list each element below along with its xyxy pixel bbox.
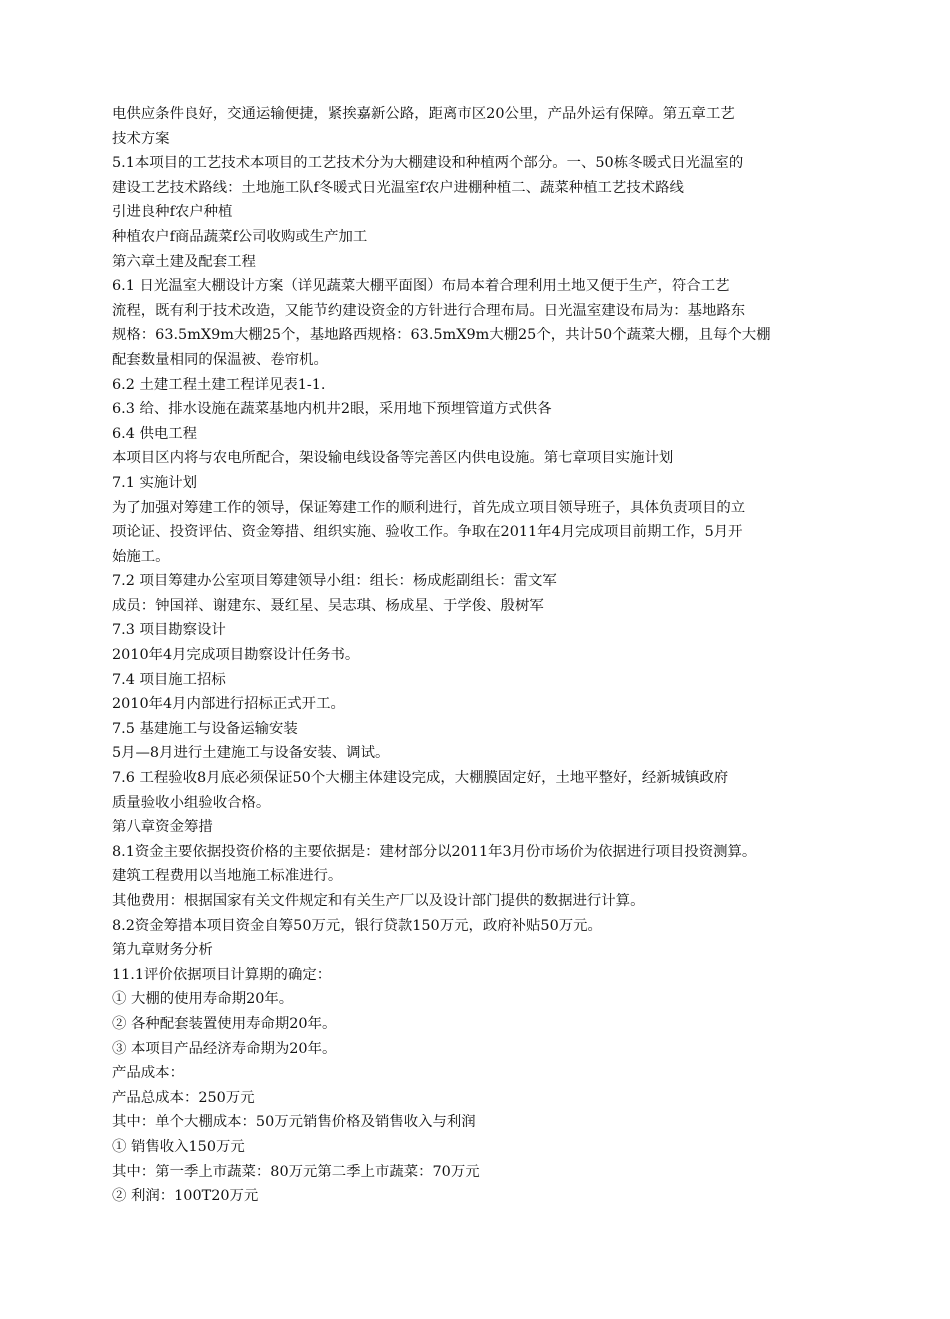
text-line: ① 销售收入150万元 — [112, 1138, 245, 1155]
text-line: ① 大棚的使用寿命期20年。 — [112, 991, 294, 1008]
text-line: 6.2 土建工程土建工程详见表1-1. — [112, 376, 326, 393]
document-page — [112, 102, 872, 1209]
text-line: 质量验收小组验收合格。 — [112, 794, 271, 811]
text-line: 7.1 实施计划 — [112, 474, 198, 491]
text-line: 引进良种f农户种植 — [112, 204, 233, 221]
text-line: ③ 本项目产品经济寿命期为20年。 — [112, 1040, 337, 1057]
text-line: 产品成本： — [112, 1065, 184, 1082]
text-line: ② 利润：100T20万元 — [112, 1188, 259, 1205]
text-line: 第九章财务分析 — [112, 942, 213, 959]
text-line: 7.4 项目施工招标 — [112, 671, 226, 688]
text-line: 6.1 日光温室大棚设计方案（详见蔬菜大棚平面图）布局本着合理利用土地又便于生产，符合工艺 — [112, 278, 730, 295]
text-line: 其他费用：根据国家有关文件规定和有关生产厂以及设计部门提供的数据进行计算。 — [112, 893, 645, 909]
text-line: 6.3 给、排水设施在蔬菜基地内机井2眼，采用地下预埋管道方式供各 — [112, 401, 552, 418]
text-line: 8.1资金主要依据投资价格的主要依据是：建材部分以2011年3月份市场价为依据进行项目投资测算。 — [112, 843, 757, 860]
text-line: 5.1本项目的工艺技术本项目的工艺技术分为大棚建设和种植两个部分。一、50栋冬暖式日光温室的 — [112, 155, 744, 172]
text-line: 7.5 基建施工与设备运输安装 — [112, 720, 298, 737]
text-line: 2010年4月内部进行招标正式开工。 — [112, 696, 345, 713]
text-line: 流程，既有利于技术改造，又能节约建设资金的方针进行合理布局。日光温室建设布局为：基地路东 — [112, 302, 746, 319]
text-line: 项论证、投资评估、资金筹措、组织实施、验收工作。争取在2011年4月完成项目前期工作，5月开 — [112, 524, 743, 541]
text-line: 5月—8月进行土建施工与设备安装、调试。 — [112, 745, 390, 762]
text-line: 种植农户f商品蔬菜f公司收购或生产加工 — [112, 228, 368, 245]
text-line: 产品总成本：250万元 — [112, 1089, 255, 1106]
text-line: 第八章资金筹措 — [112, 819, 213, 836]
text-line: 电供应条件良好，交通运输便捷，紧挨嘉新公路，距离市区20公里，产品外运有保障。第五章工艺 — [112, 106, 735, 122]
text-line: 11.1评价依据项目计算期的确定： — [112, 966, 332, 983]
text-line: 7.3 项目勘察设计 — [112, 622, 226, 639]
text-line: 8.2资金筹措本项目资金自筹50万元，银行贷款150万元，政府补贴50万元。 — [112, 917, 602, 934]
text-line: 始施工。 — [112, 548, 170, 565]
text-line: 第六章土建及配套工程 — [112, 253, 256, 270]
text-line: 7.2 项目筹建办公室项目筹建领导小组：组长：杨成彪副组长：雷文军 — [112, 573, 557, 590]
text-line: 其中：第一季上市蔬菜：80万元第二季上市蔬菜：70万元 — [112, 1163, 480, 1180]
text-line: ② 各种配套装置使用寿命期20年。 — [112, 1015, 337, 1032]
text-line: 规格：63.5mX9m大棚25个，基地路西规格：63.5mX9m大棚25个，共计50个蔬菜大棚，且每个大棚 — [112, 327, 771, 344]
text-line: 为了加强对筹建工作的领导，保证筹建工作的顺利进行，首先成立项目领导班子，具体负责项目的立 — [112, 499, 746, 516]
text-line: 6.4 供电工程 — [112, 425, 198, 442]
text-line: 2010年4月完成项目勘察设计任务书。 — [112, 647, 360, 664]
text-line: 技术方案 — [112, 130, 170, 147]
text-line: 7.6 工程验收8月底必须保证50个大棚主体建设完成，大棚膜固定好，土地平整好，经新城镇政府 — [112, 770, 729, 787]
text-line: 本项目区内将与农电所配合，架设输电线设备等完善区内供电设施。第七章项目实施计划 — [112, 450, 674, 467]
text-line: 成员：钟国祥、谢建东、聂红星、吴志琪、杨成星、于学俊、殷树军 — [112, 597, 544, 614]
text-line: 建设工艺技术路线：土地施工队f冬暖式日光温室f农户进棚种植二、蔬菜种植工艺技术路线 — [112, 179, 684, 196]
text-line: 建筑工程费用以当地施工标准进行。 — [112, 868, 343, 885]
text-line: 其中：单个大棚成本：50万元销售价格及销售收入与利润 — [112, 1114, 476, 1131]
text-line: 配套数量相同的保温被、卷帘机。 — [112, 351, 328, 368]
